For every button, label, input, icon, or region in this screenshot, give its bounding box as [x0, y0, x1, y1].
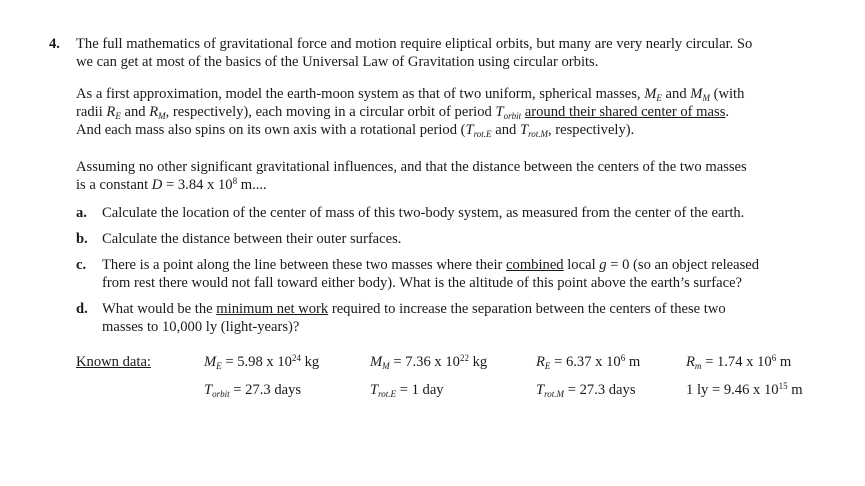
- text: and: [491, 122, 520, 138]
- part-a-text: Calculate the location of the center of mass of this two-body system, as measured from the center of the earth.: [102, 205, 745, 221]
- sub: E: [544, 361, 551, 371]
- intro-line-2: we can get at most of the basics of the Universal Law of Gravitation using circular orbits.: [76, 54, 599, 70]
- assumption-line-1: Assuming no other significant gravitational influences, and that the distance between the centers of the two masses: [76, 159, 747, 175]
- text: There is a point along the line between these two masses where their: [102, 257, 507, 273]
- part-d-line-2: masses to 10,000 ly (light-years)?: [102, 319, 300, 335]
- underlined-phrase: around their shared center of mass: [524, 104, 726, 120]
- text: , respectively).: [547, 122, 635, 138]
- var-RM-letter: R: [149, 104, 159, 120]
- text: = 0 (so an object released: [606, 257, 760, 273]
- sub: M: [382, 361, 390, 371]
- known-Torbit: [204, 382, 301, 399]
- text: required to increase the separation between the centers of these two: [328, 301, 726, 317]
- var-TrotE: T: [465, 122, 474, 138]
- exponent: 8: [232, 176, 238, 186]
- text: local: [563, 257, 600, 273]
- exp: 15: [778, 381, 788, 391]
- exp: 6: [620, 353, 626, 363]
- sub-rotE: rot.E: [473, 129, 492, 139]
- known-Rm: [686, 354, 791, 371]
- sub: rot.M: [544, 389, 565, 399]
- sub: m: [694, 361, 702, 371]
- text: and: [120, 104, 150, 120]
- sym: T: [536, 382, 545, 398]
- val: 1 ly = 9.46 x 10: [686, 382, 779, 398]
- unit: m: [787, 382, 803, 398]
- known-ly: [686, 382, 803, 399]
- val: = 1.74 x 10: [701, 354, 772, 370]
- text: And each mass also spins on its own axis with a rotational period (: [76, 122, 466, 138]
- var-RE: R: [106, 104, 116, 120]
- part-c-label: c.: [76, 257, 87, 273]
- text: radii: [76, 104, 107, 120]
- intro-line-1: The full mathematics of gravitational force and motion require eliptical orbits, but many are very nearly circular. So: [76, 36, 753, 52]
- var-ME: M: [644, 86, 657, 102]
- exp: 24: [291, 353, 301, 363]
- text: and: [661, 86, 691, 102]
- problem-number: 4.: [49, 36, 60, 52]
- text: (with: [709, 86, 745, 102]
- text: What would be the: [102, 301, 217, 317]
- part-d-line-1: [102, 301, 726, 318]
- part-b-text: Calculate the distance between their outer surfaces.: [102, 231, 402, 247]
- val: = 1 day: [396, 382, 444, 398]
- part-d-label: d.: [76, 301, 88, 317]
- underlined-phrase: minimum net work: [216, 301, 329, 317]
- assumption-line-2: [76, 177, 267, 194]
- known-data-label: Known data:: [76, 354, 151, 370]
- unit: m: [625, 354, 641, 370]
- known-ME: [204, 354, 319, 371]
- sym: T: [204, 382, 213, 398]
- unit: kg: [468, 354, 488, 370]
- model-line-3: [76, 122, 634, 139]
- text: is a constant: [76, 177, 152, 193]
- sym: T: [370, 382, 379, 398]
- part-c-line-1: [102, 257, 759, 274]
- sym: M: [370, 354, 383, 370]
- sym: R: [686, 354, 695, 370]
- part-c-line-2: from rest there would not fall toward either body). What is the altitude of this point above the earth’s surface?: [102, 275, 743, 291]
- text: .: [725, 104, 730, 120]
- text: , respectively), each moving in a circular orbit of period: [165, 104, 496, 120]
- val: = 27.3 days: [564, 382, 636, 398]
- var-MM: M: [690, 86, 703, 102]
- model-line-1: [76, 86, 744, 103]
- exp: 6: [771, 353, 777, 363]
- sub-rotM: rot.M: [528, 129, 548, 139]
- var-g: g: [599, 257, 607, 273]
- known-RE: [536, 354, 640, 371]
- text: As a first approximation, model the earth-moon system as that of two uniform, spherical masses,: [76, 86, 645, 102]
- val: = 27.3 days: [229, 382, 302, 398]
- sub-orbit: orbit: [503, 111, 522, 121]
- sym: R: [536, 354, 545, 370]
- sub-E: E: [656, 93, 662, 103]
- unit: m: [776, 354, 792, 370]
- unit: kg: [300, 354, 320, 370]
- sub-M: M: [702, 93, 710, 103]
- part-b-label: b.: [76, 231, 88, 247]
- sub: E: [216, 361, 222, 371]
- part-a-label: a.: [76, 205, 87, 221]
- var-Torbit: T: [495, 104, 504, 120]
- model-line-2: [76, 104, 729, 121]
- val: = 6.37 x 10: [550, 354, 621, 370]
- known-TrotE: [370, 382, 444, 399]
- sub: orbit: [212, 389, 230, 399]
- known-MM: [370, 354, 487, 371]
- var-D: D: [151, 177, 163, 193]
- exp: 22: [459, 353, 469, 363]
- text: = 3.84 x 10: [162, 177, 233, 193]
- sub: rot.E: [378, 389, 397, 399]
- sym: M: [204, 354, 217, 370]
- var-TrotM: T: [519, 122, 529, 138]
- known-TrotM: [536, 382, 636, 399]
- underlined-word: combined: [506, 257, 564, 273]
- val: = 7.36 x 10: [389, 354, 460, 370]
- sub-E: E: [115, 111, 121, 121]
- val: = 5.98 x 10: [221, 354, 292, 370]
- sub-M: M: [158, 111, 166, 121]
- text: m....: [237, 177, 267, 193]
